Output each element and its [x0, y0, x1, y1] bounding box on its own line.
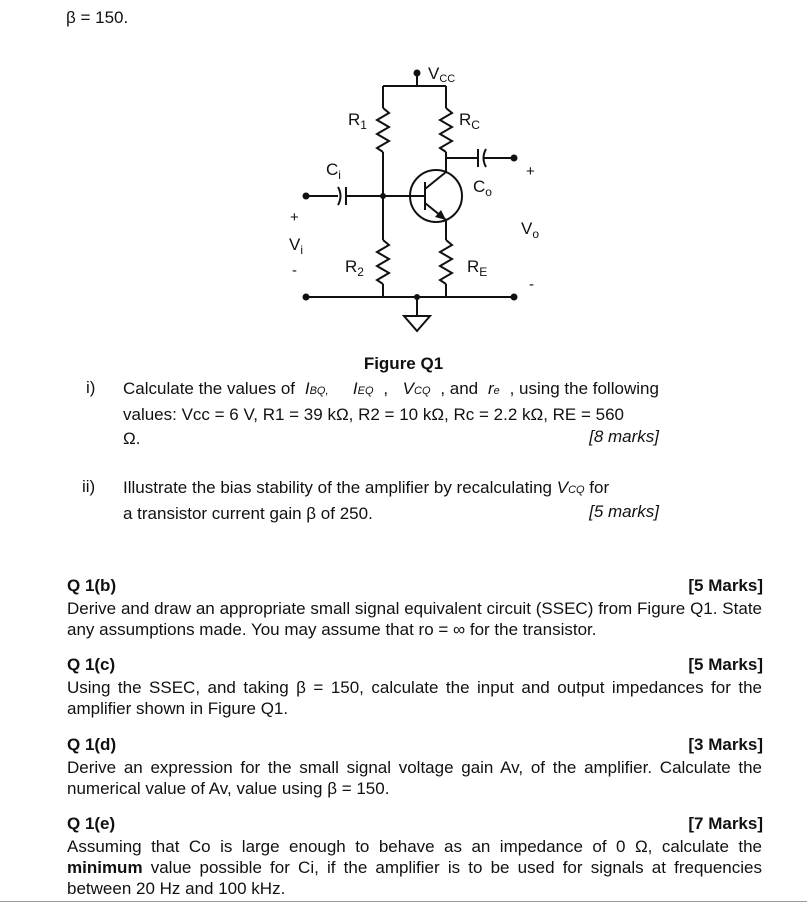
item-i-text: Calculate the values of IBQ, IEQ , VCQ , and re , using the following values: Vcc = 6 V, R1 = 39 kΩ, R2 = 10 kΩ, Rc = 2.2 kΩ, RE = 560 Ω. — [123, 379, 659, 448]
vcc-node — [414, 70, 421, 77]
q1e-bold-word: minimum — [67, 858, 143, 877]
q1c-text: Using the SSEC, and taking β = 150, calculate the input and output impedances for the amplifier shown in Figure Q1. — [67, 678, 762, 718]
rc-resistor — [440, 108, 452, 152]
q1c-title: Q 1(c) — [67, 655, 116, 674]
vcc-label: VCC — [428, 64, 456, 85]
base-node — [380, 193, 386, 199]
page-bottom-border — [0, 901, 807, 902]
output-ground-terminal — [511, 294, 518, 301]
item-ii-marks: [5 marks] — [589, 502, 659, 521]
ground-node — [414, 294, 420, 300]
r2-label: $R_2$ — [345, 257, 364, 279]
circuit-diagram — [0, 0, 807, 360]
item-ii-number: ii) — [82, 477, 96, 496]
re-label: $R_E$ — [467, 257, 488, 279]
q1b-marks: [5 Marks] — [688, 576, 763, 595]
input-minus: - — [292, 262, 297, 279]
q1d-title: Q 1(d) — [67, 735, 117, 754]
input-ground-terminal — [303, 294, 310, 301]
input-plus: + — [290, 209, 299, 226]
q1c-marks: [5 Marks] — [688, 655, 763, 674]
q1e-text: Assuming that Co is large enough to behave as an impedance of 0 Ω, calculate the minimum value possible for Ci, if the amplifier is to be used for signals at frequencies between 20 Hz and 100 kHz. — [67, 837, 762, 898]
q1e-marks: [7 Marks] — [688, 814, 763, 833]
co-label: $C_o$ — [473, 177, 492, 199]
q1b-text: Derive and draw an appropriate small signal equivalent circuit (SSEC) from Figure Q1. State any assumptions made. You may assume that ro = ∞ for the transistor. — [67, 599, 762, 639]
output-terminal — [511, 155, 518, 162]
item-ii-text: Illustrate the bias stability of the amplifier by recalculating VCQ for a transistor current gain β of 250. — [123, 478, 610, 523]
r1-resistor — [377, 108, 389, 152]
q1e-title: Q 1(e) — [67, 814, 116, 833]
ci-label: $C_i$ — [326, 160, 341, 182]
r1-label: $R_1$ — [348, 110, 367, 132]
item-i-marks: [8 marks] — [589, 427, 659, 446]
re-resistor — [440, 240, 452, 284]
input-terminal — [303, 193, 310, 200]
ground-icon — [404, 316, 430, 331]
output-plus: + — [526, 163, 535, 180]
item-i-number: i) — [86, 378, 96, 397]
q1d-marks: [3 Marks] — [688, 735, 763, 754]
rc-label: $R_C$ — [459, 110, 480, 132]
q1d-text: Derive an expression for the small signal voltage gain Av, of the amplifier. Calculate the numerical value of Av, value using β = 150. — [67, 758, 762, 798]
figure-caption: Figure Q1 — [363, 354, 444, 373]
collector-line — [425, 172, 446, 189]
vo-label: $V_o$ — [521, 219, 540, 241]
q1b-title: Q 1(b) — [67, 576, 117, 595]
vi-label: $V_i$ — [289, 235, 304, 257]
top-line: β = 150. — [66, 8, 129, 27]
ci-plate-1 — [338, 187, 341, 205]
output-minus: - — [529, 276, 534, 293]
r2-resistor — [377, 240, 389, 284]
